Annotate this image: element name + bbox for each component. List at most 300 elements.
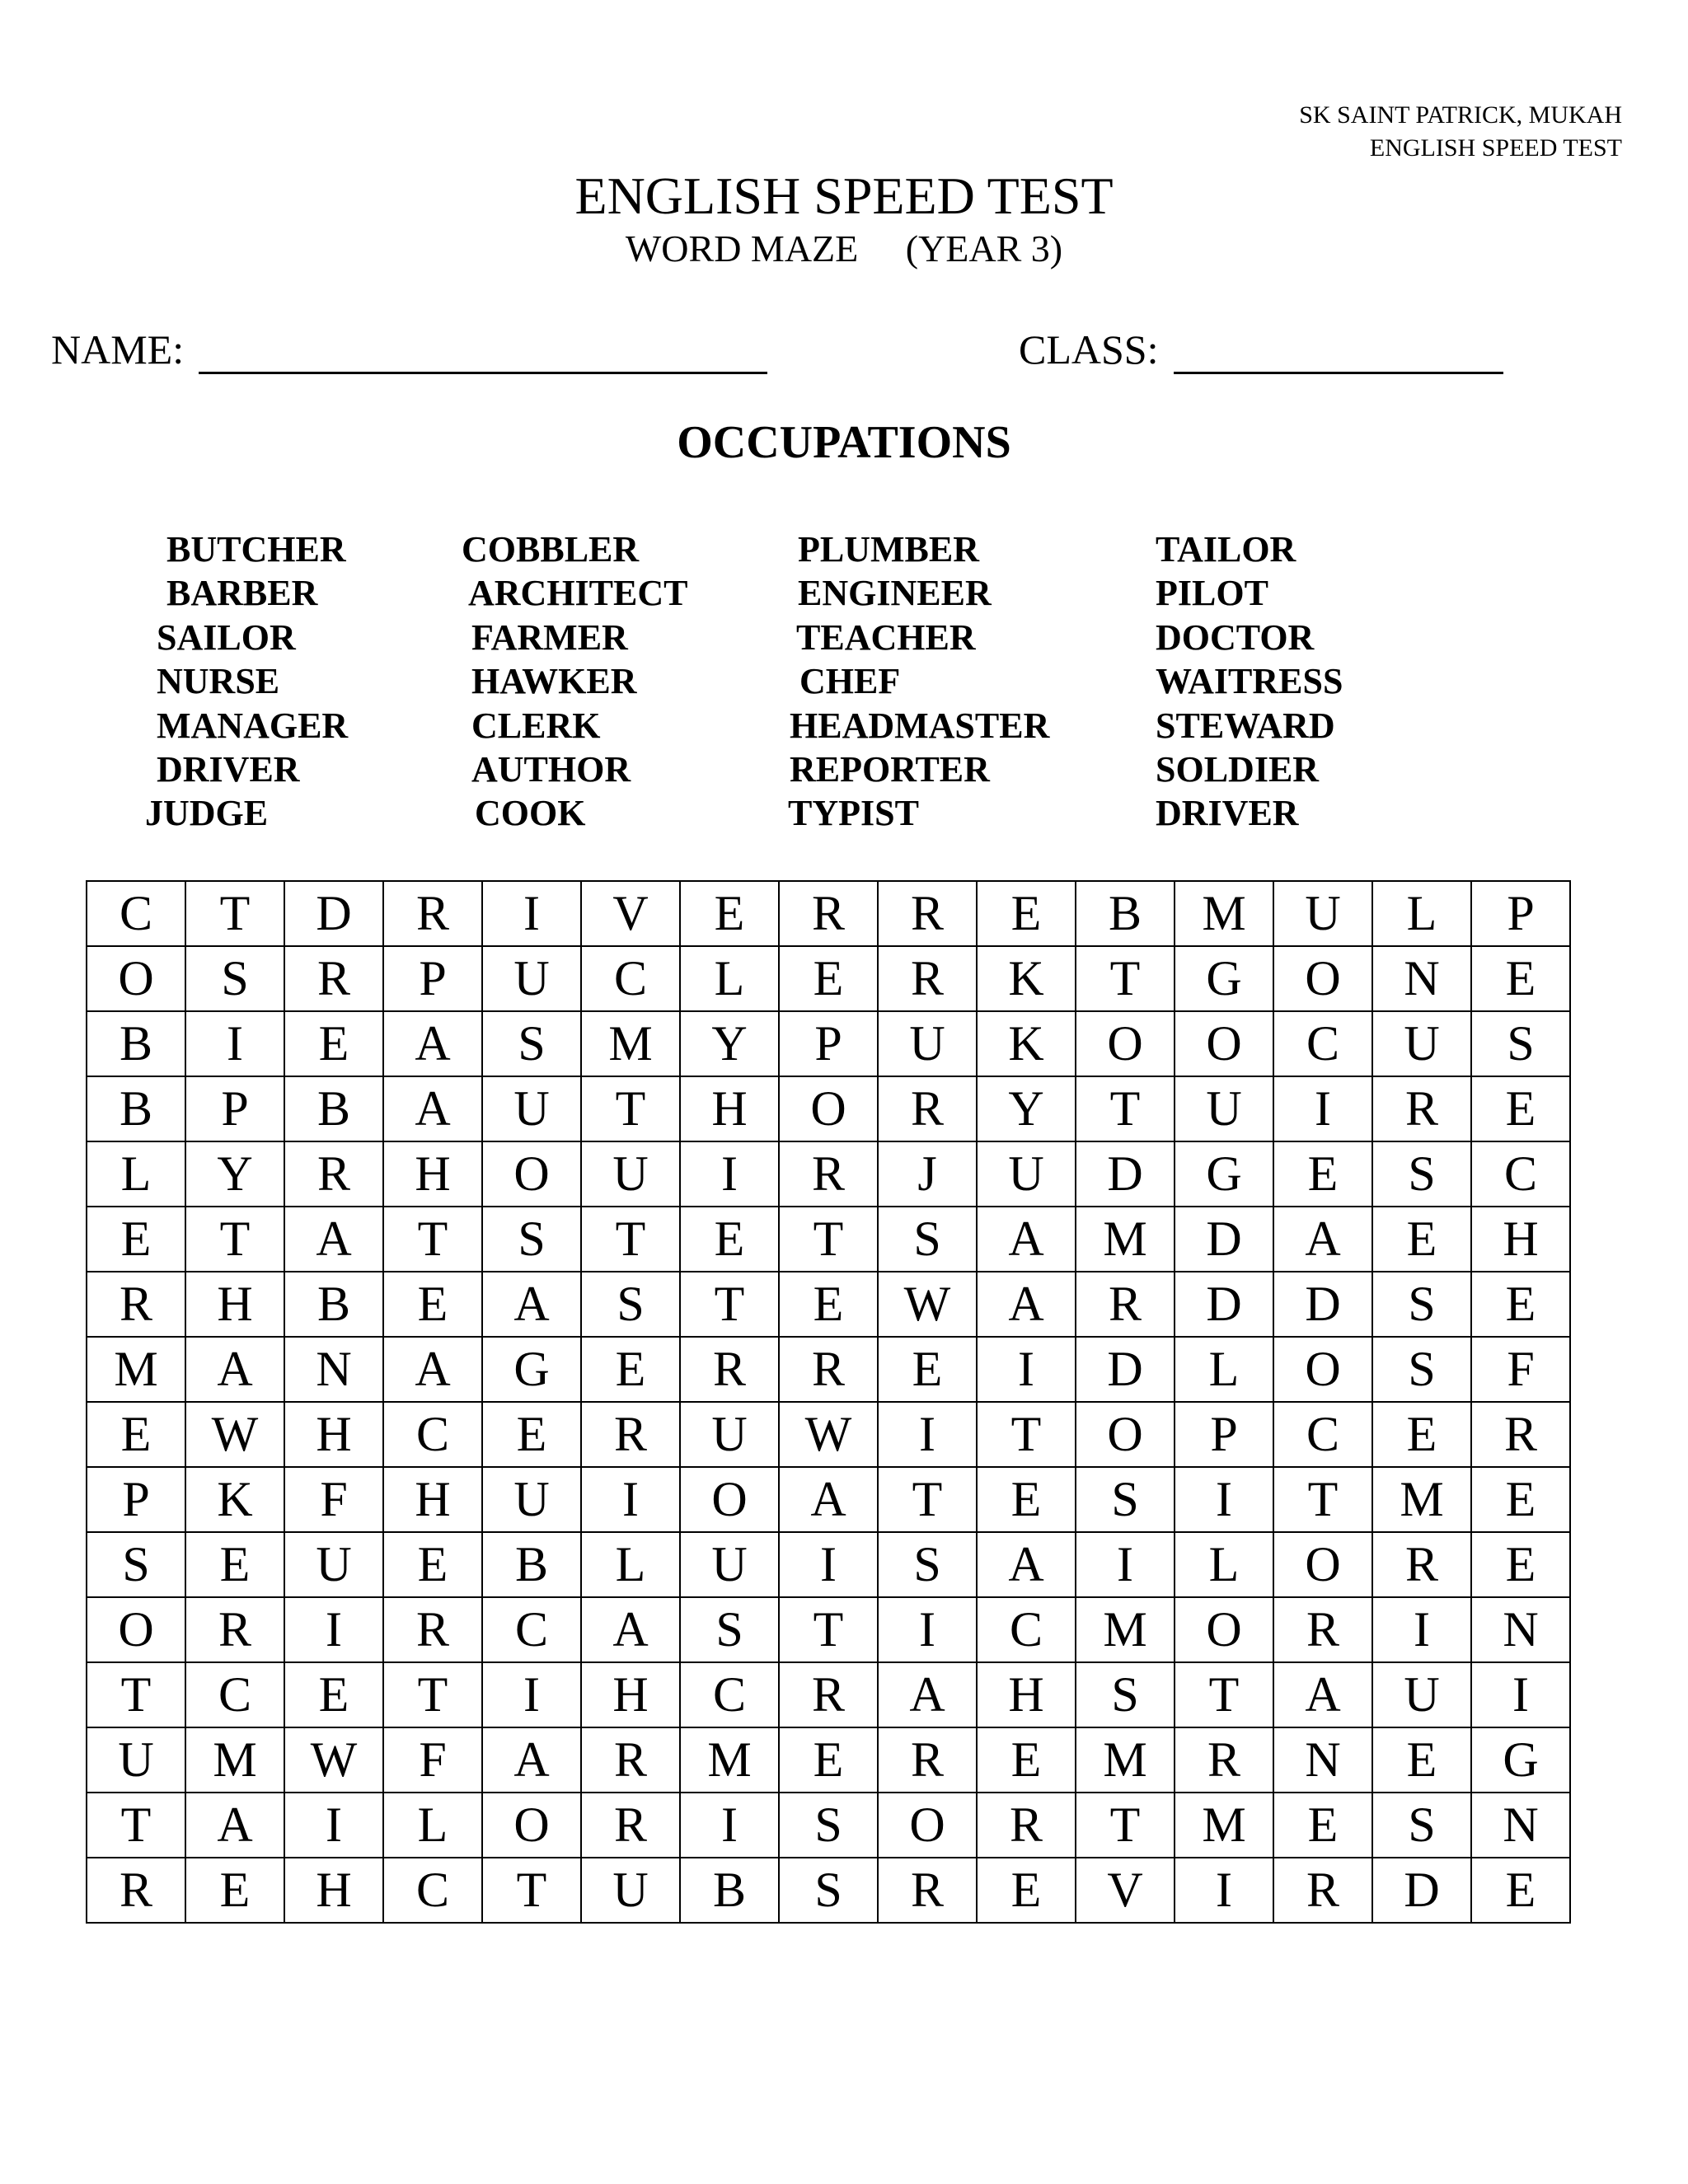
class-blank[interactable] <box>1174 330 1503 374</box>
grid-cell[interactable]: H <box>284 1858 383 1923</box>
grid-cell[interactable]: D <box>284 881 383 946</box>
grid-row <box>87 1467 1570 1532</box>
grid-cell[interactable]: N <box>1372 946 1471 1011</box>
grid-cell[interactable]: R <box>1372 1532 1471 1597</box>
grid-cell[interactable]: U <box>878 1011 977 1076</box>
grid-cell[interactable]: A <box>1273 1207 1372 1272</box>
test-name-small: ENGLISH SPEED TEST <box>1369 134 1622 162</box>
grid-cell[interactable]: H <box>383 1467 482 1532</box>
grid-cell[interactable]: S <box>1076 1662 1175 1727</box>
word-column-2 <box>462 527 688 836</box>
grid-cell[interactable]: E <box>779 946 878 1011</box>
page-title: ENGLISH SPEED TEST <box>574 166 1114 225</box>
grid-row <box>87 1597 1570 1662</box>
word-item: TYPIST <box>788 793 919 834</box>
grid-cell[interactable]: S <box>1372 1793 1471 1858</box>
grid-cell[interactable]: R <box>779 1337 878 1402</box>
grid-cell[interactable]: U <box>87 1727 185 1793</box>
grid-cell[interactable]: M <box>87 1337 185 1402</box>
grid-cell[interactable]: E <box>779 1727 878 1793</box>
grid-cell[interactable]: E <box>1471 946 1570 1011</box>
word-column-3 <box>790 527 1049 836</box>
grid-cell[interactable]: E <box>87 1402 185 1467</box>
grid-row <box>87 1858 1570 1923</box>
grid-cell[interactable]: I <box>878 1402 977 1467</box>
grid-cell[interactable]: M <box>185 1727 284 1793</box>
grid-cell[interactable]: U <box>482 1467 581 1532</box>
grid-cell[interactable]: I <box>1076 1532 1175 1597</box>
word-item: CLERK <box>471 705 601 746</box>
grid-cell[interactable]: P <box>1175 1402 1273 1467</box>
word-item: TEACHER <box>796 616 976 658</box>
grid-cell[interactable]: C <box>1273 1011 1372 1076</box>
grid-cell[interactable]: O <box>1273 1337 1372 1402</box>
grid-cell[interactable]: C <box>482 1597 581 1662</box>
grid-cell[interactable]: B <box>87 1076 185 1141</box>
class-row <box>1019 325 1503 374</box>
grid-cell[interactable]: R <box>878 1727 977 1793</box>
grid-cell[interactable]: I <box>482 1662 581 1727</box>
grid-cell[interactable]: R <box>680 1337 779 1402</box>
grid-cell[interactable]: E <box>1471 1532 1570 1597</box>
grid-cell[interactable]: P <box>185 1076 284 1141</box>
grid-cell[interactable]: R <box>1076 1272 1175 1337</box>
word-item: DRIVER <box>157 748 300 790</box>
grid-cell[interactable]: E <box>185 1532 284 1597</box>
grid-cell[interactable]: K <box>185 1467 284 1532</box>
word-item: MANAGER <box>157 705 349 746</box>
grid-cell[interactable]: L <box>1175 1532 1273 1597</box>
grid-cell[interactable]: O <box>1076 1011 1175 1076</box>
word-item: NURSE <box>157 661 280 702</box>
grid-cell[interactable]: E <box>185 1858 284 1923</box>
grid-cell[interactable]: U <box>1273 881 1372 946</box>
grid-cell[interactable]: F <box>1471 1337 1570 1402</box>
grid-cell[interactable]: E <box>383 1272 482 1337</box>
grid-cell[interactable]: E <box>1471 1272 1570 1337</box>
grid-cell[interactable]: B <box>284 1076 383 1141</box>
grid-cell[interactable]: C <box>87 881 185 946</box>
grid-cell[interactable]: N <box>1471 1793 1570 1858</box>
grid-cell[interactable]: E <box>1273 1141 1372 1207</box>
grid-cell[interactable]: S <box>1471 1011 1570 1076</box>
grid-cell[interactable]: E <box>680 1207 779 1272</box>
grid-cell[interactable]: B <box>87 1011 185 1076</box>
grid-cell[interactable]: A <box>977 1272 1076 1337</box>
grid-cell[interactable]: T <box>1175 1662 1273 1727</box>
grid-cell[interactable]: R <box>87 1272 185 1337</box>
grid-cell[interactable]: O <box>878 1793 977 1858</box>
grid-cell[interactable]: M <box>1175 1793 1273 1858</box>
word-item: SOLDIER <box>1156 748 1320 790</box>
grid-cell[interactable]: R <box>977 1793 1076 1858</box>
grid-cell[interactable]: G <box>482 1337 581 1402</box>
grid-cell[interactable]: A <box>1273 1662 1372 1727</box>
grid-row <box>87 1532 1570 1597</box>
grid-cell[interactable]: D <box>1175 1207 1273 1272</box>
grid-cell[interactable]: B <box>482 1532 581 1597</box>
grid-cell[interactable]: T <box>581 1076 680 1141</box>
grid-row <box>87 1272 1570 1337</box>
grid-cell[interactable]: I <box>185 1011 284 1076</box>
grid-cell[interactable]: U <box>977 1141 1076 1207</box>
grid-cell[interactable]: U <box>1175 1076 1273 1141</box>
grid-cell[interactable]: E <box>779 1272 878 1337</box>
grid-cell[interactable]: O <box>482 1793 581 1858</box>
grid-cell[interactable]: A <box>779 1467 878 1532</box>
grid-cell[interactable]: M <box>680 1727 779 1793</box>
grid-cell[interactable]: R <box>878 1858 977 1923</box>
grid-cell[interactable]: E <box>1471 1076 1570 1141</box>
word-item: PILOT <box>1156 573 1268 614</box>
grid-cell[interactable]: H <box>185 1272 284 1337</box>
word-column-4 <box>1156 527 1343 836</box>
grid-cell[interactable]: A <box>581 1597 680 1662</box>
grid-cell[interactable]: H <box>977 1662 1076 1727</box>
grid-cell[interactable]: R <box>383 1597 482 1662</box>
grid-cell[interactable]: I <box>1471 1662 1570 1727</box>
grid-cell[interactable]: U <box>1372 1011 1471 1076</box>
grid-cell[interactable]: D <box>1076 1141 1175 1207</box>
grid-cell[interactable]: A <box>482 1727 581 1793</box>
grid-cell[interactable]: D <box>1076 1337 1175 1402</box>
grid-cell[interactable]: W <box>878 1272 977 1337</box>
grid-row <box>87 1337 1570 1402</box>
grid-cell[interactable]: R <box>284 1141 383 1207</box>
grid-cell[interactable]: I <box>878 1597 977 1662</box>
grid-cell[interactable]: L <box>581 1532 680 1597</box>
grid-cell[interactable]: N <box>1471 1597 1570 1662</box>
grid-cell[interactable]: G <box>1471 1727 1570 1793</box>
grid-cell[interactable]: O <box>87 1597 185 1662</box>
grid-cell[interactable]: A <box>185 1337 284 1402</box>
grid-cell[interactable]: C <box>680 1662 779 1727</box>
grid-cell[interactable]: S <box>1372 1337 1471 1402</box>
grid-cell[interactable]: U <box>581 1141 680 1207</box>
grid-cell[interactable]: T <box>779 1597 878 1662</box>
grid-cell[interactable]: U <box>581 1858 680 1923</box>
grid-cell[interactable]: C <box>977 1597 1076 1662</box>
grid-cell[interactable]: R <box>878 881 977 946</box>
grid-cell[interactable]: R <box>383 881 482 946</box>
grid-cell[interactable]: I <box>581 1467 680 1532</box>
school-header <box>1299 99 1622 165</box>
grid-cell[interactable]: P <box>1471 881 1570 946</box>
grid-cell[interactable]: U <box>1372 1662 1471 1727</box>
grid-cell[interactable]: U <box>680 1532 779 1597</box>
grid-cell[interactable]: L <box>1175 1337 1273 1402</box>
word-maze-grid <box>86 880 1571 1924</box>
word-item: ARCHITECT <box>468 573 688 614</box>
grid-cell[interactable]: R <box>1175 1727 1273 1793</box>
grid-cell[interactable]: H <box>383 1141 482 1207</box>
grid-cell[interactable]: R <box>1273 1858 1372 1923</box>
grid-cell[interactable]: E <box>680 881 779 946</box>
name-blank[interactable] <box>199 330 767 374</box>
grid-cell[interactable]: E <box>581 1337 680 1402</box>
grid-cell[interactable]: B <box>1076 881 1175 946</box>
grid-row <box>87 1141 1570 1207</box>
grid-cell[interactable]: R <box>1273 1597 1372 1662</box>
grid-cell[interactable]: L <box>383 1793 482 1858</box>
grid-cell[interactable]: S <box>680 1597 779 1662</box>
grid-cell[interactable]: E <box>284 1662 383 1727</box>
word-item: COOK <box>475 793 586 834</box>
grid-cell[interactable]: G <box>1175 946 1273 1011</box>
grid-cell[interactable]: W <box>284 1727 383 1793</box>
grid-cell[interactable]: U <box>284 1532 383 1597</box>
grid-cell[interactable]: A <box>482 1272 581 1337</box>
name-row <box>51 325 767 374</box>
grid-cell[interactable]: T <box>1076 946 1175 1011</box>
grid-cell[interactable]: O <box>1076 1402 1175 1467</box>
grid-cell[interactable]: N <box>1273 1727 1372 1793</box>
grid-cell[interactable]: V <box>581 881 680 946</box>
grid-cell[interactable]: T <box>977 1402 1076 1467</box>
grid-cell[interactable]: M <box>1372 1467 1471 1532</box>
grid-cell[interactable]: O <box>1273 946 1372 1011</box>
grid-cell[interactable]: R <box>779 1141 878 1207</box>
grid-cell[interactable]: E <box>977 1858 1076 1923</box>
grid-cell[interactable]: R <box>878 1076 977 1141</box>
word-item: CHEF <box>799 661 901 702</box>
grid-cell[interactable]: T <box>383 1662 482 1727</box>
grid-cell[interactable]: S <box>779 1858 878 1923</box>
grid-cell[interactable]: O <box>680 1467 779 1532</box>
grid-cell[interactable]: M <box>1076 1207 1175 1272</box>
grid-cell[interactable]: F <box>284 1467 383 1532</box>
grid-cell[interactable]: I <box>284 1597 383 1662</box>
grid-cell[interactable]: G <box>1175 1141 1273 1207</box>
section-title: OCCUPATIONS <box>677 417 1011 468</box>
grid-cell[interactable]: A <box>977 1532 1076 1597</box>
grid-cell[interactable]: S <box>185 946 284 1011</box>
grid-cell[interactable]: T <box>87 1793 185 1858</box>
grid-cell[interactable]: T <box>383 1207 482 1272</box>
grid-cell[interactable]: I <box>482 881 581 946</box>
grid-cell[interactable]: T <box>1076 1076 1175 1141</box>
grid-cell[interactable]: S <box>779 1793 878 1858</box>
grid-cell[interactable]: I <box>1175 1467 1273 1532</box>
grid-row <box>87 1011 1570 1076</box>
grid-cell[interactable]: A <box>878 1662 977 1727</box>
grid-cell[interactable]: E <box>1273 1793 1372 1858</box>
grid-cell[interactable]: I <box>1175 1858 1273 1923</box>
word-item: STEWARD <box>1156 705 1335 746</box>
grid-row <box>87 881 1570 946</box>
grid-cell[interactable]: T <box>680 1272 779 1337</box>
grid-cell[interactable]: B <box>284 1272 383 1337</box>
name-label: NAME: <box>51 326 185 373</box>
grid-row <box>87 1402 1570 1467</box>
page-subtitle: WORD MAZE (YEAR 3) <box>625 227 1063 269</box>
grid-cell[interactable]: S <box>1076 1467 1175 1532</box>
grid-cell[interactable]: E <box>977 881 1076 946</box>
grid-cell[interactable]: C <box>1471 1141 1570 1207</box>
grid-cell[interactable]: D <box>1372 1858 1471 1923</box>
grid-cell[interactable]: E <box>977 1727 1076 1793</box>
grid-cell[interactable]: T <box>482 1858 581 1923</box>
grid-cell[interactable]: M <box>581 1011 680 1076</box>
grid-cell[interactable]: B <box>680 1858 779 1923</box>
grid-cell[interactable]: O <box>87 946 185 1011</box>
word-item: WAITRESS <box>1156 661 1343 702</box>
word-item: REPORTER <box>790 748 990 790</box>
word-item: DRIVER <box>1156 793 1299 834</box>
grid-cell[interactable]: A <box>185 1793 284 1858</box>
grid-cell[interactable]: S <box>87 1532 185 1597</box>
grid-cell[interactable]: K <box>977 1011 1076 1076</box>
word-item: HAWKER <box>471 661 637 702</box>
grid-cell[interactable]: U <box>482 946 581 1011</box>
grid-cell[interactable]: R <box>87 1858 185 1923</box>
word-item: HEADMASTER <box>790 705 1050 746</box>
grid-cell[interactable]: J <box>878 1141 977 1207</box>
grid-cell[interactable]: W <box>779 1402 878 1467</box>
grid-cell[interactable]: H <box>1471 1207 1570 1272</box>
grid-cell[interactable]: D <box>1273 1272 1372 1337</box>
grid-cell[interactable]: S <box>1372 1141 1471 1207</box>
grid-cell[interactable]: D <box>1175 1272 1273 1337</box>
grid-cell[interactable]: E <box>1372 1402 1471 1467</box>
grid-cell[interactable]: P <box>383 946 482 1011</box>
grid-row <box>87 1076 1570 1141</box>
grid-row <box>87 1793 1570 1858</box>
grid-cell[interactable]: R <box>581 1727 680 1793</box>
grid-row <box>87 1727 1570 1793</box>
grid-cell[interactable]: T <box>87 1662 185 1727</box>
grid-cell[interactable]: V <box>1076 1858 1175 1923</box>
grid-row <box>87 1662 1570 1727</box>
grid-cell[interactable]: R <box>1372 1076 1471 1141</box>
grid-cell[interactable]: S <box>878 1532 977 1597</box>
word-item: PLUMBER <box>798 529 979 569</box>
word-list <box>0 527 1688 841</box>
grid-cell[interactable]: I <box>680 1141 779 1207</box>
grid-cell[interactable]: L <box>1372 881 1471 946</box>
grid-cell[interactable]: T <box>1273 1467 1372 1532</box>
grid-cell[interactable]: P <box>87 1467 185 1532</box>
grid-cell[interactable]: C <box>383 1402 482 1467</box>
grid-cell[interactable]: A <box>383 1011 482 1076</box>
grid-cell[interactable]: I <box>1372 1597 1471 1662</box>
grid-cell[interactable]: Y <box>185 1141 284 1207</box>
grid-cell[interactable]: S <box>581 1272 680 1337</box>
grid-cell[interactable]: L <box>87 1141 185 1207</box>
grid-cell[interactable]: U <box>482 1076 581 1141</box>
grid-cell[interactable]: E <box>977 1467 1076 1532</box>
school-name: SK SAINT PATRICK, MUKAH <box>1299 101 1622 129</box>
grid-cell[interactable]: A <box>977 1207 1076 1272</box>
word-item: FARMER <box>471 616 628 658</box>
grid-cell[interactable]: E <box>284 1011 383 1076</box>
grid-cell[interactable]: E <box>1471 1858 1570 1923</box>
grid-cell[interactable]: E <box>1372 1207 1471 1272</box>
grid-cell[interactable]: O <box>1175 1597 1273 1662</box>
grid-cell[interactable]: A <box>383 1076 482 1141</box>
class-label: CLASS: <box>1019 326 1159 373</box>
word-item: ENGINEER <box>798 573 992 614</box>
grid-cell[interactable]: C <box>185 1662 284 1727</box>
grid-cell[interactable]: T <box>1076 1793 1175 1858</box>
grid-cell[interactable]: T <box>581 1207 680 1272</box>
grid-cell[interactable]: C <box>383 1858 482 1923</box>
grid-cell[interactable]: W <box>185 1402 284 1467</box>
word-item: AUTHOR <box>471 748 631 790</box>
grid-cell[interactable]: I <box>680 1793 779 1858</box>
word-item: TAILOR <box>1156 529 1296 569</box>
word-item: COBBLER <box>462 529 640 569</box>
grid-cell[interactable]: A <box>284 1207 383 1272</box>
grid-cell[interactable]: R <box>878 946 977 1011</box>
grid-cell[interactable]: A <box>383 1337 482 1402</box>
word-item: BUTCHER <box>166 529 346 569</box>
grid-cell[interactable]: E <box>482 1402 581 1467</box>
grid-cell[interactable]: K <box>977 946 1076 1011</box>
grid-cell[interactable]: M <box>1076 1597 1175 1662</box>
grid-cell[interactable]: M <box>1175 881 1273 946</box>
grid-cell[interactable]: O <box>779 1076 878 1141</box>
grid-cell[interactable]: C <box>1273 1402 1372 1467</box>
grid-cell[interactable]: T <box>878 1467 977 1532</box>
grid-cell[interactable]: T <box>779 1207 878 1272</box>
grid-cell[interactable]: U <box>680 1402 779 1467</box>
grid-cell[interactable]: F <box>383 1727 482 1793</box>
grid-cell[interactable]: P <box>779 1011 878 1076</box>
grid-cell[interactable]: R <box>284 946 383 1011</box>
grid-row <box>87 1207 1570 1272</box>
grid-cell[interactable]: O <box>1175 1011 1273 1076</box>
grid-cell[interactable]: M <box>1076 1727 1175 1793</box>
word-item: BARBER <box>166 573 318 614</box>
grid-cell[interactable]: E <box>878 1337 977 1402</box>
grid-cell[interactable]: N <box>284 1337 383 1402</box>
grid-cell[interactable]: R <box>779 1662 878 1727</box>
grid-cell[interactable]: O <box>1273 1532 1372 1597</box>
grid-cell[interactable]: R <box>185 1597 284 1662</box>
grid-cell[interactable]: I <box>779 1532 878 1597</box>
grid-cell[interactable]: R <box>581 1793 680 1858</box>
grid-cell[interactable]: E <box>1471 1467 1570 1532</box>
grid-cell[interactable]: S <box>878 1207 977 1272</box>
grid-cell[interactable]: R <box>581 1402 680 1467</box>
grid-cell[interactable]: I <box>977 1337 1076 1402</box>
grid-cell[interactable]: C <box>581 946 680 1011</box>
grid-cell[interactable]: H <box>581 1662 680 1727</box>
grid-cell[interactable]: T <box>185 1207 284 1272</box>
grid-cell[interactable]: H <box>680 1076 779 1141</box>
grid-cell[interactable]: E <box>1372 1727 1471 1793</box>
grid-cell[interactable]: I <box>284 1793 383 1858</box>
grid-cell[interactable]: Y <box>977 1076 1076 1141</box>
grid-cell[interactable]: E <box>383 1532 482 1597</box>
grid-cell[interactable]: R <box>779 881 878 946</box>
grid-cell[interactable]: R <box>1471 1402 1570 1467</box>
grid-cell[interactable]: L <box>680 946 779 1011</box>
grid-cell[interactable]: T <box>185 881 284 946</box>
grid-cell[interactable]: I <box>1273 1076 1372 1141</box>
grid-cell[interactable]: S <box>482 1207 581 1272</box>
grid-cell[interactable]: S <box>482 1011 581 1076</box>
word-item: SAILOR <box>157 616 296 658</box>
grid-cell[interactable]: Y <box>680 1011 779 1076</box>
word-item: DOCTOR <box>1156 616 1315 658</box>
grid-cell[interactable]: H <box>284 1402 383 1467</box>
grid-cell[interactable]: O <box>482 1141 581 1207</box>
word-item: JUDGE <box>145 793 269 834</box>
grid-cell[interactable]: S <box>1372 1272 1471 1337</box>
grid-cell[interactable]: E <box>87 1207 185 1272</box>
